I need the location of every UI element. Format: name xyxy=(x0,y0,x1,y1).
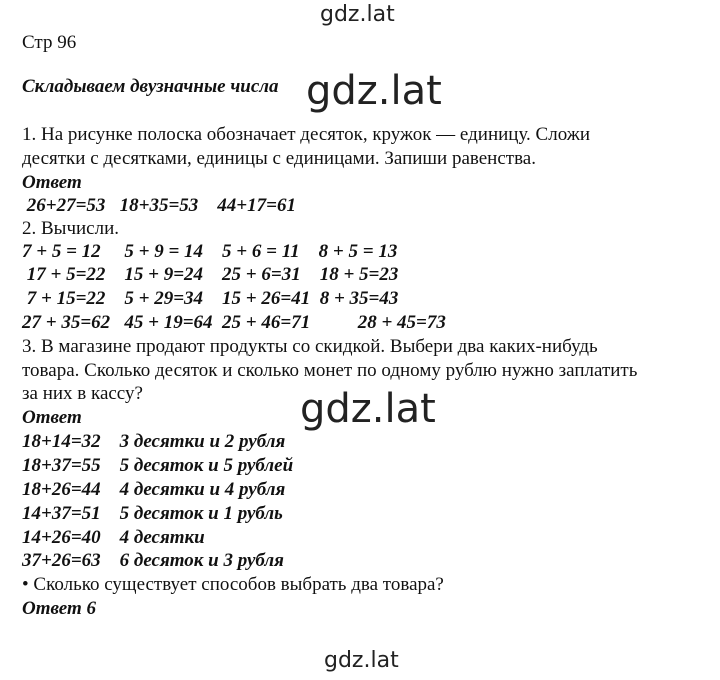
task2-row-4: 27 + 35=62 45 + 19=64 25 + 46=71 28 + 45=73 xyxy=(22,312,446,333)
task3-row-6: 37+26=63 6 десяток и 3 рубля xyxy=(22,550,284,571)
task1-text-line1: 1. На рисунке полоска обозначает десяток, кружок — единицу. Сложи xyxy=(22,124,591,145)
task3-row-3: 18+26=44 4 десятки и 4 рубля xyxy=(22,479,286,500)
task1-answer-label: Ответ xyxy=(22,172,82,193)
watermark-middle-1: gdz.lat xyxy=(306,68,442,114)
task3-row-1: 18+14=32 3 десятки и 2 рубля xyxy=(22,431,286,452)
task2-row-2: 17 + 5=22 15 + 9=24 25 + 6=31 18 + 5=23 xyxy=(22,264,399,285)
heading: Складываем двузначные числа xyxy=(22,76,279,97)
task2-row-1: 7 + 5 = 12 5 + 9 = 14 5 + 6 = 11 8 + 5 = 13 xyxy=(22,241,398,262)
task3-answer-label: Ответ xyxy=(22,407,82,428)
task3-text-line2: товара. Сколько десяток и сколько монет по одному рублю нужно заплатить xyxy=(22,360,638,381)
task3-final-answer: Ответ 6 xyxy=(22,598,96,619)
task2-text: 2. Вычисли. xyxy=(22,218,119,239)
task3-text-line1: 3. В магазине продают продукты со скидкой. Выбери два каких-нибудь xyxy=(22,336,598,357)
watermark-bottom: gdz.lat xyxy=(324,648,399,673)
watermark-middle-2: gdz.lat xyxy=(300,386,436,432)
task3-row-4: 14+37=51 5 десяток и 1 рубль xyxy=(22,503,283,524)
task3-text-line3: за них в кассу? xyxy=(22,383,143,404)
task2-row-3: 7 + 15=22 5 + 29=34 15 + 26=41 8 + 35=43 xyxy=(22,288,399,309)
watermark-top: gdz.lat xyxy=(320,2,395,27)
task1-text-line2: десятки с десятками, единицы с единицами. Запиши равенства. xyxy=(22,148,536,169)
task3-question: • Сколько существует способов выбрать два товара? xyxy=(22,574,444,595)
task3-row-5: 14+26=40 4 десятки xyxy=(22,527,205,548)
task3-row-2: 18+37=55 5 десяток и 5 рублей xyxy=(22,455,294,476)
task1-answer: 26+27=53 18+35=53 44+17=61 xyxy=(22,195,296,216)
page-label: Стр 96 xyxy=(22,32,77,53)
